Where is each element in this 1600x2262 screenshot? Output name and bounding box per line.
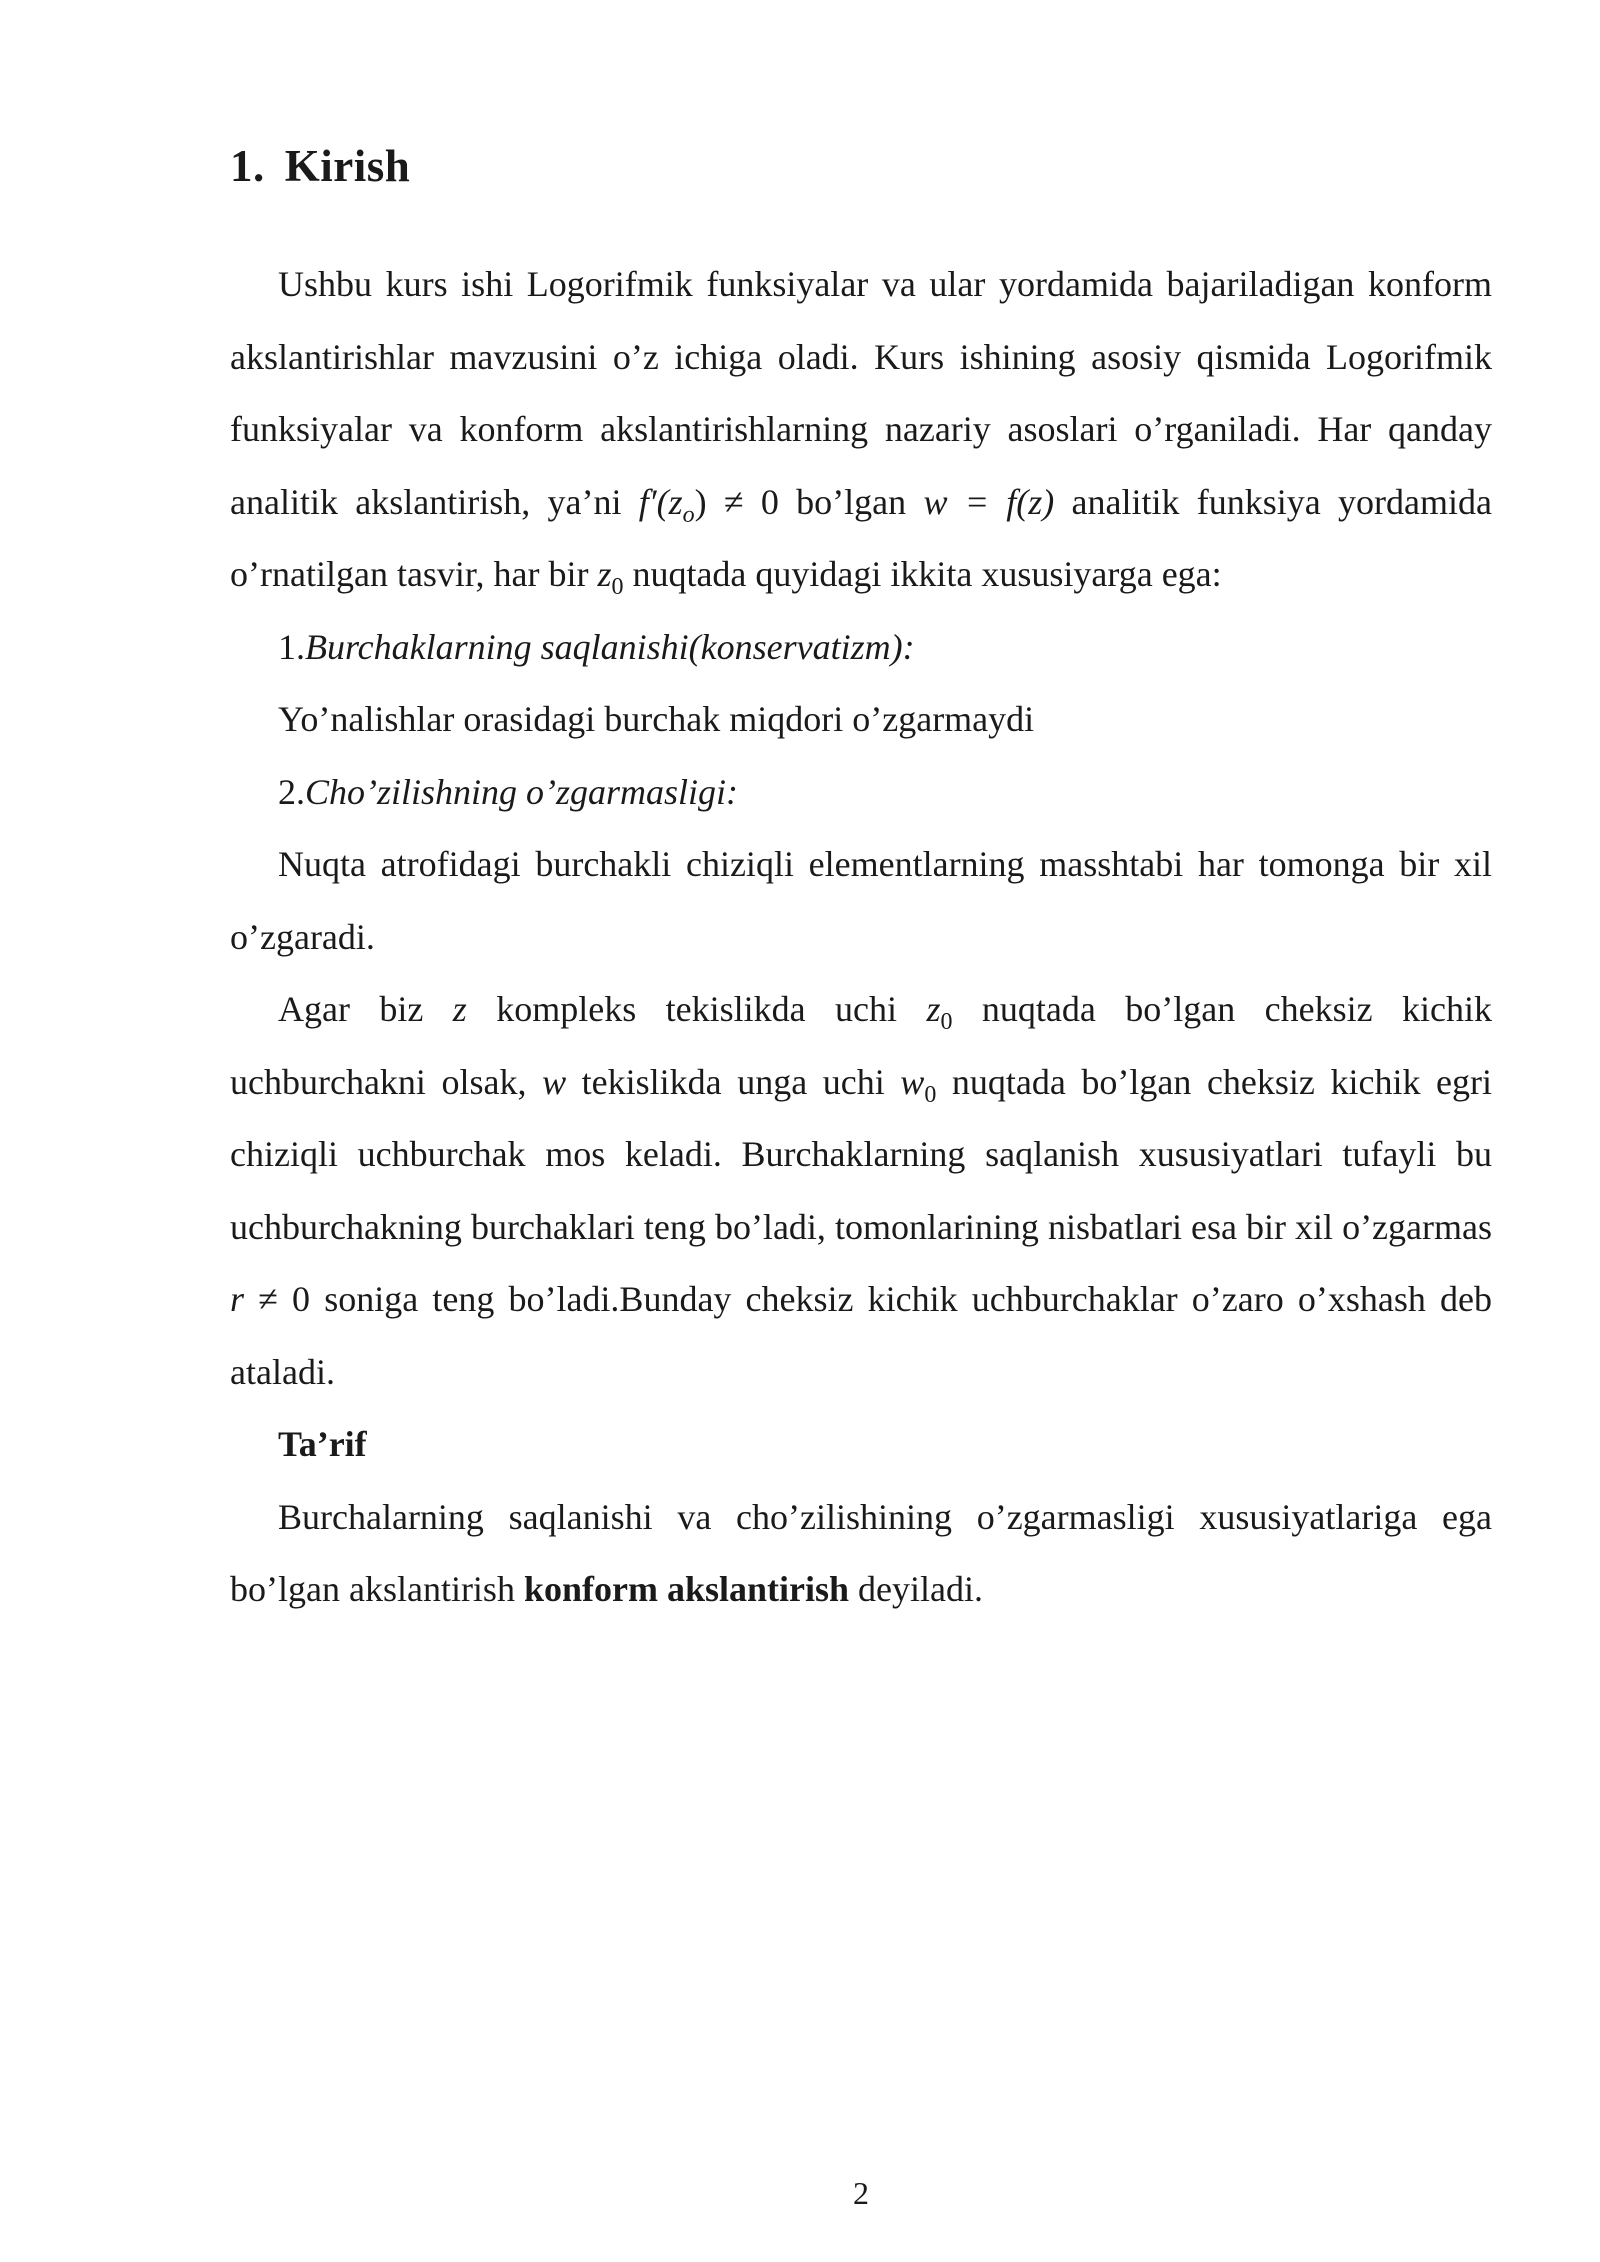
math-z0	[597, 554, 624, 600]
math-fprime-main: f′(z	[638, 481, 683, 522]
definition-heading: Ta’rif	[278, 1424, 367, 1464]
intro-text-1: Ushbu kurs ishi Logorifmik funksiyalar va ular yordamida bajariladigan konform akslantirishlar mavzusini o’z ichiga oladi. Kurs ishining asosiy qismida Logorifmik funksiyalar va konform akslantirishlarning nazariy asoslari o’rganiladi. Har qanday analitik akslantirish, ya’ni	[230, 264, 1492, 522]
math-fprime-sub: o	[682, 501, 695, 528]
triangle-text-1: Agar biz	[278, 989, 453, 1029]
math-w-equals-fz: w = f(z)	[923, 481, 1055, 522]
math-z0-main: z	[597, 554, 612, 594]
math-z0-second	[926, 989, 953, 1035]
section-heading	[230, 140, 410, 192]
triangle-text-4: tekislikda unga uchi	[566, 1061, 901, 1102]
triangle-text-3: nuqtada bo’lgan cheksiz kichik uchburchakni olsak,	[230, 989, 1493, 1102]
triangle-text-6: soniga teng bo’ladi.Bunday cheksiz kichik uchburchaklar o’zaro o’xshash deb ataladi.	[230, 1279, 1492, 1392]
triangle-text-5: nuqtada bo’lgan cheksiz kichik egri chiziqli uchburchak mos keladi. Burchaklarning saqlanish xususiyatlari tufayli bu uchburchakning burchaklari teng bo’ladi, tomonlarining nisbatlari esa bir xil o’zgarmas	[230, 1061, 1492, 1247]
property-2-description: Nuqta atrofidagi burchakli chiziqli elementlarning masshtabi har tomonga bir xil o’zgaradi.	[230, 844, 1492, 957]
property-1-title	[230, 611, 1492, 684]
intro-paragraph	[230, 248, 1492, 611]
math-w: w	[542, 1061, 567, 1102]
definition-term: konform akslantirish	[523, 1569, 850, 1609]
body-text	[230, 248, 1492, 1626]
section-number: 1.	[230, 141, 265, 191]
page-number: 2	[853, 2175, 869, 2211]
definition-paragraph	[230, 1481, 1492, 1626]
math-w0-main: w	[900, 1061, 925, 1102]
math-z0-second-main: z	[926, 989, 941, 1029]
property-1-name: Burchaklarning saqlanishi(konservatizm):	[305, 626, 915, 667]
property-1-description: Yo’nalishlar orasidagi burchak miqdori o’zgarmaydi	[278, 699, 1035, 739]
property-2-number: 2.	[278, 771, 305, 812]
math-r-neq-zero: ≠ 0	[244, 1279, 311, 1319]
math-w0	[900, 1061, 937, 1108]
math-z: z	[452, 989, 467, 1029]
definition-text-before: Burchalarning saqlanishi va cho’zilishining o’zgarmasligi xususiyatlariga ega bo’lgan akslantirish	[230, 1496, 1492, 1609]
intro-text-2: bo’lgan	[778, 481, 924, 522]
math-z0-sub: 0	[611, 574, 624, 600]
triangle-text-2: kompleks tekislikda uchi	[466, 989, 927, 1029]
math-fprime	[638, 481, 779, 528]
section-title: Kirish	[284, 141, 411, 191]
math-fprime-close: ) ≠ 0	[694, 481, 779, 522]
math-z0-second-sub: 0	[940, 1009, 953, 1035]
definition-text-after: deyiladi.	[849, 1569, 983, 1609]
property-1-number: 1.	[278, 626, 305, 667]
triangle-paragraph	[230, 973, 1492, 1408]
property-2-title	[230, 756, 1492, 829]
property-2-name: Cho’zilishning o’zgarmasligi:	[305, 771, 739, 812]
math-w0-sub: 0	[924, 1081, 937, 1108]
intro-text-3: analitik funksiya yordamida o’rnatilgan tasvir, har bir	[230, 481, 1492, 594]
math-r: r	[230, 1279, 245, 1319]
intro-text-4: nuqtada quyidagi ikkita xususiyarga ega:	[623, 554, 1222, 594]
